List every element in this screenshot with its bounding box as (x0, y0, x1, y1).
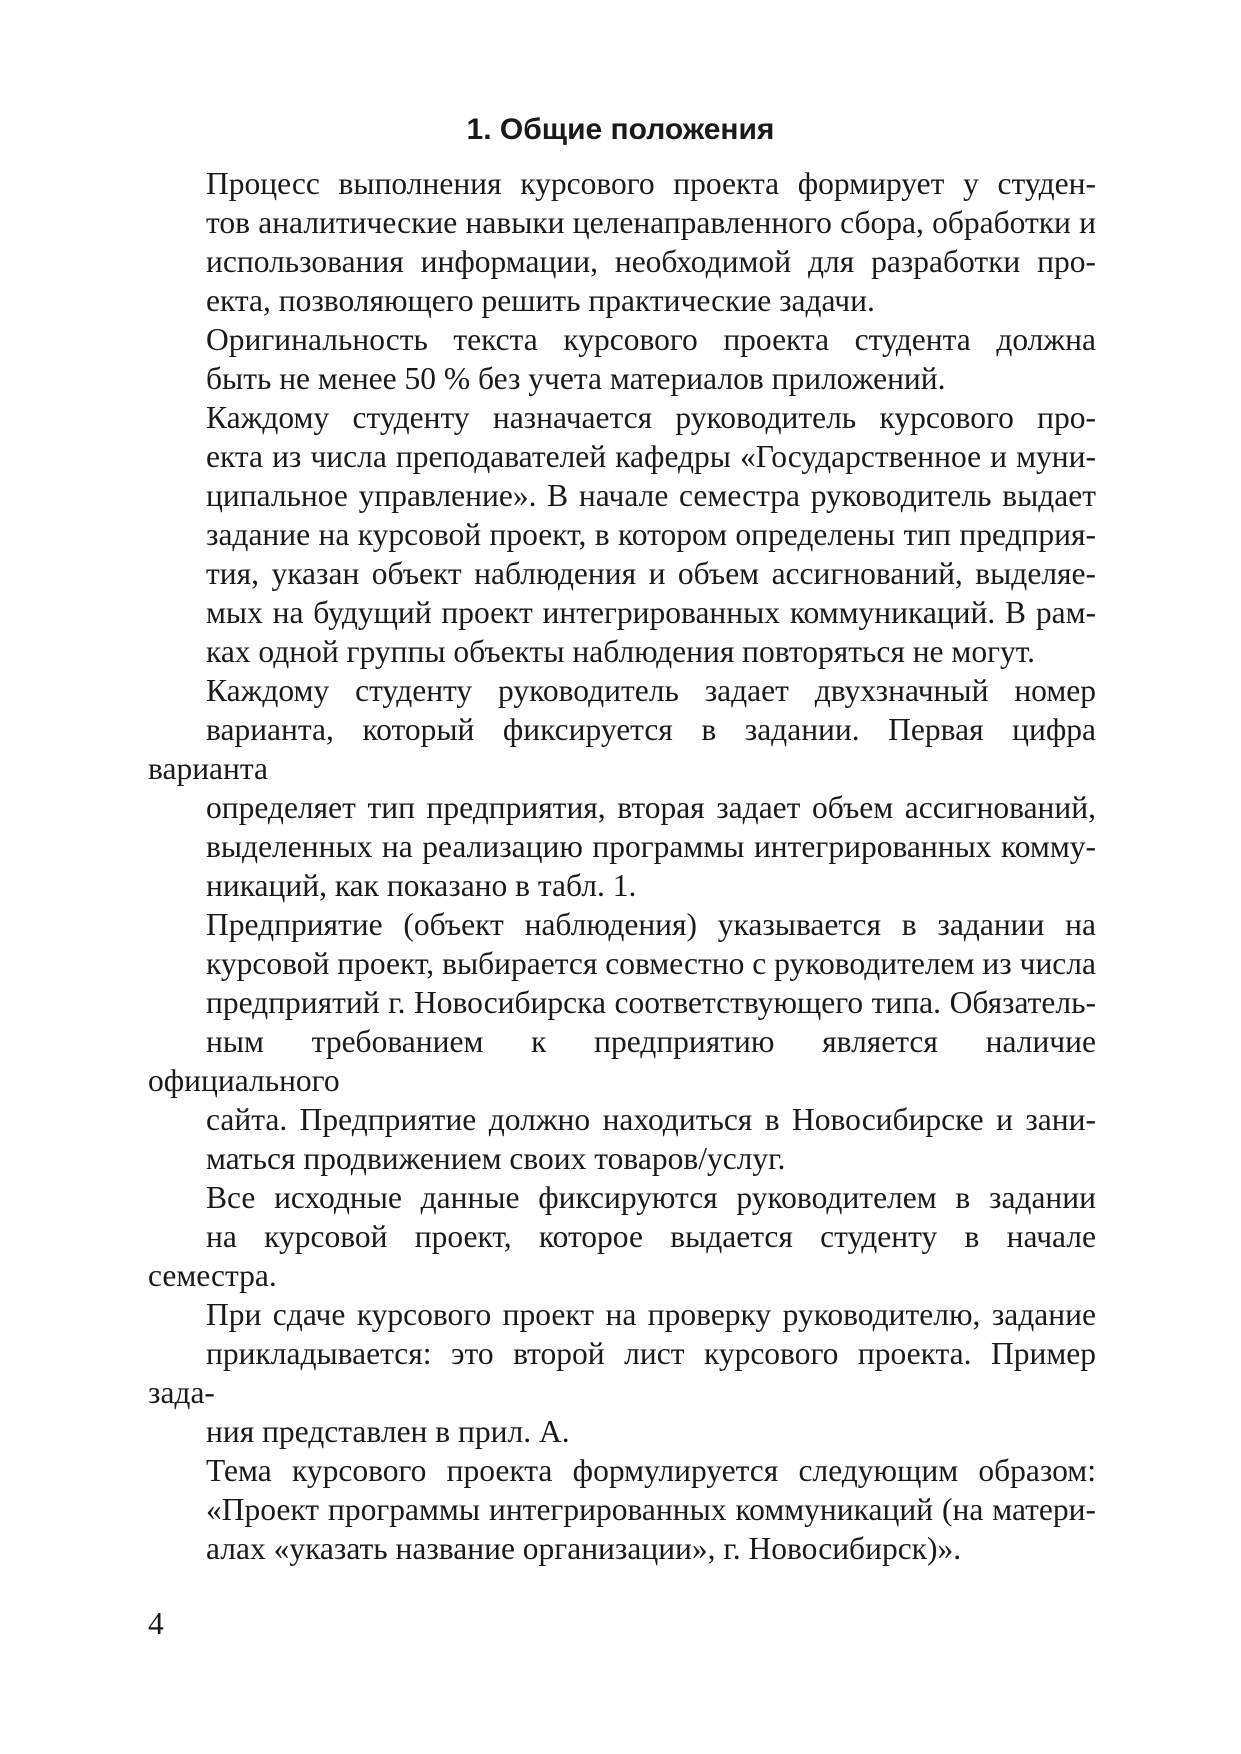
paragraph-2 (148, 320, 1096, 398)
text-line: ния представлен в прил. А. (206, 1414, 570, 1449)
text-line: Предприятие (объект наблюдения) указывается в задании на (206, 907, 1096, 942)
text-line: екта, позволяющего решить практические задачи. (206, 283, 875, 318)
text-line: тов аналитические навыки целенаправленного сбора, обработки и (206, 205, 1096, 240)
text-line: использования информации, необходимой для разработки про- (206, 244, 1096, 279)
text-line: предприятий г. Новосибирска соответствующего типа. Обязатель- (206, 985, 1096, 1020)
text-line: алах «указать название организации», г. Новосибирск)». (206, 1531, 962, 1566)
text-line: ным требованием к предприятию является наличие официального (148, 1024, 1096, 1098)
paragraph-5 (148, 905, 1096, 1178)
text-line: выделенных на реализацию программы интегрированных комму- (206, 829, 1096, 864)
text-line: варианта, который фиксируется в задании. Первая цифра варианта (148, 712, 1096, 786)
text-line: прикладывается: это второй лист курсового проекта. Пример зада- (148, 1336, 1096, 1410)
text-line: сайта. Предприятие должно находиться в Новосибирске и зани- (206, 1102, 1096, 1137)
text-line: Все исходные данные фиксируются руководителем в задании (206, 1180, 1096, 1215)
text-line: Каждому студенту назначается руководитель курсового про- (206, 400, 1096, 435)
body-text (148, 164, 1096, 1568)
text-line: «Проект программы интегрированных коммуникаций (на матери- (206, 1492, 1096, 1527)
paragraph-7 (148, 1451, 1096, 1568)
text-line: мых на будущий проект интегрированных коммуникаций. В рам- (206, 595, 1096, 630)
section-heading: 1. Общие положения (466, 113, 775, 146)
paragraph-3 (148, 398, 1096, 671)
paragraph-1 (148, 164, 1096, 320)
text-line: на курсовой проект, которое выдается студенту в начале семестра. (148, 1219, 1096, 1293)
text-line: тия, указан объект наблюдения и объем ассигнований, выделяе- (206, 556, 1096, 591)
text-line: ципальное управление». В начале семестра руководитель выдает (206, 478, 1096, 513)
text-line: задание на курсовой проект, в котором определены тип предприя- (206, 517, 1096, 552)
paragraph-6 (148, 1178, 1096, 1451)
text-line: Процесс выполнения курсового проекта формирует у студен- (206, 166, 1096, 201)
paragraph-4 (148, 671, 1096, 905)
text-line: ках одной группы объекты наблюдения повторяться не могут. (206, 634, 1036, 669)
text-line: курсовой проект, выбирается совместно с руководителем из числа (206, 946, 1096, 981)
text-line: При сдаче курсового проект на проверку руководителю, задание (206, 1297, 1096, 1332)
text-line: определяет тип предприятия, вторая задает объем ассигнований, (206, 790, 1096, 825)
text-line: Тема курсового проекта формулируется следующим образом: (206, 1453, 1096, 1488)
text-line: никаций, как показано в табл. 1. (206, 868, 637, 903)
text-line: екта из числа преподавателей кафедры «Государственное и муни- (206, 439, 1096, 474)
page-number: 4 (148, 1606, 164, 1641)
text-line: маться продвижением своих товаров/услуг. (206, 1141, 786, 1176)
text-line: Каждому студенту руководитель задает двухзначный номер (206, 673, 1096, 708)
text-line: Оригинальность текста курсового проекта студента должна (206, 322, 1096, 357)
text-line: быть не менее 50 % без учета материалов приложений. (206, 361, 946, 396)
